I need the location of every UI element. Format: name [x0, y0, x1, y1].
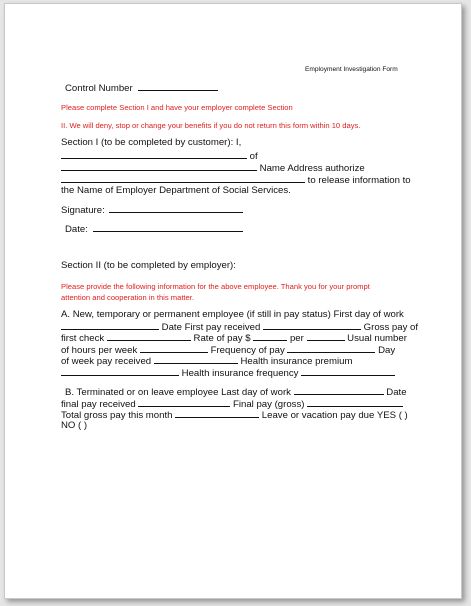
date-label: Date:: [65, 224, 88, 235]
health-premium-label: Health insurance premium: [240, 356, 353, 367]
signature-field[interactable]: [109, 203, 243, 213]
date-first-pay-field[interactable]: [263, 320, 361, 330]
per-label: per: [289, 333, 304, 344]
no-option: NO ( ): [61, 420, 88, 431]
name-address-label: Name Address authorize: [259, 163, 365, 174]
part-a-row6: [61, 366, 395, 379]
control-number-row: [65, 81, 218, 94]
health-frequency-field[interactable]: [301, 366, 395, 376]
day-of-week-label: of week pay received: [61, 356, 152, 367]
gross-pay-of-label: Gross pay of: [363, 322, 419, 333]
form-title: Employment Investigation Form: [305, 66, 398, 73]
control-number-label: Control Number: [65, 83, 133, 94]
first-check-label: first check: [61, 333, 105, 344]
leave-pay-due-label: Leave or vacation pay due YES ( ): [261, 410, 408, 421]
part-b-label: B. Terminated or on leave employee Last day of work: [65, 387, 291, 398]
rate-of-pay-label: Rate of pay $: [193, 333, 251, 344]
section1-heading: Section I (to be completed by customer): I,: [61, 137, 242, 148]
total-gross-field[interactable]: [175, 408, 259, 418]
day-of-week-field[interactable]: [154, 354, 238, 364]
day-label: Day: [378, 345, 396, 356]
part-a-line1: A. New, temporary or permanent employee (if still in pay status) First day of work: [61, 309, 404, 320]
final-pay-received-field[interactable]: [138, 397, 230, 407]
final-pay-gross-label: Final pay (gross): [233, 399, 305, 410]
of-label: of: [249, 151, 258, 162]
customer-name-field[interactable]: [61, 149, 247, 159]
health-frequency-label: Health insurance frequency: [181, 368, 299, 379]
part-b-date-label: Date: [386, 387, 407, 398]
part-b-row3: [61, 408, 408, 421]
frequency-of-pay-label: Frequency of pay: [210, 345, 285, 356]
final-pay-received-label: final pay received: [61, 399, 136, 410]
form-page: [4, 3, 462, 599]
final-pay-gross-field[interactable]: [307, 397, 403, 407]
release-label: to release information to: [307, 175, 411, 186]
hours-per-week-field[interactable]: [140, 343, 208, 353]
signature-row: [61, 203, 243, 216]
frequency-of-pay-field[interactable]: [287, 343, 375, 353]
date-field[interactable]: [93, 222, 243, 232]
instruction-2: II. We will deny, stop or change your benefits if you do not return this form within 10 days.: [61, 121, 361, 130]
section2-instruction-1: Please provide the following information for the above employee. Thank you for your prompt: [61, 282, 370, 291]
gross-pay-field[interactable]: [107, 331, 191, 341]
date-first-pay-label: Date First pay received: [161, 322, 261, 333]
signature-label: Signature:: [61, 205, 105, 216]
instruction-1: Please complete Section I and have your employer complete Section: [61, 103, 293, 112]
date-row: [65, 222, 243, 235]
health-premium-field[interactable]: [61, 366, 179, 376]
hours-per-week-label: of hours per week: [61, 345, 138, 356]
section2-heading: Section II (to be completed by employer):: [61, 260, 236, 271]
usual-number-label: Usual number: [347, 333, 407, 344]
rate-of-pay-field[interactable]: [253, 331, 287, 341]
address-field[interactable]: [61, 161, 257, 171]
section2-instruction-2: attention and cooperation in this matter.: [61, 293, 194, 302]
employer-line: the Name of Employer Department of Social Services.: [61, 185, 291, 196]
first-day-work-field[interactable]: [61, 320, 159, 330]
control-number-field[interactable]: [138, 81, 218, 91]
release-to-field[interactable]: [61, 173, 305, 183]
total-gross-label: Total gross pay this month: [61, 410, 173, 421]
per-field[interactable]: [307, 331, 345, 341]
last-day-work-field[interactable]: [294, 385, 384, 395]
